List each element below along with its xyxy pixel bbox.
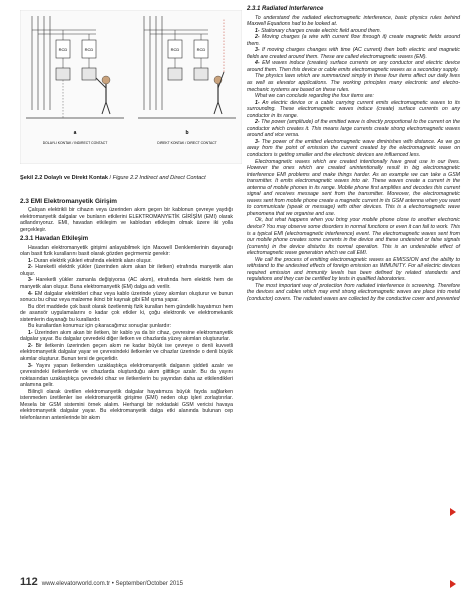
rule-item xyxy=(20,291,233,304)
contact-diagram-svg xyxy=(20,10,242,164)
paragraph-maxwell: Havadan elektromanyetik girişimi anlayabilmek için Maxwell Denklemlerinin dayanağı olan basit fizik kurallarını basit olarak gözden geçirmemiz gerekir: xyxy=(20,244,233,258)
subsection-heading-radiated: 2.3.1 Radiated Interference xyxy=(247,6,324,12)
right-column-english xyxy=(247,6,460,303)
rule-item xyxy=(247,47,460,60)
item-text: Moving charges (a wire with current flow through it) create magnetic fields around them. xyxy=(247,34,460,47)
rcd-label: RCD xyxy=(58,47,68,52)
result-item xyxy=(20,363,233,389)
page-number: 112 xyxy=(20,576,38,588)
item-number: 4- xyxy=(255,60,260,67)
next-page-arrow-icon xyxy=(450,580,456,588)
item-number: 2- xyxy=(28,264,33,271)
caption-english: Figure 2.2 Indirect and Direct Contact xyxy=(112,175,206,181)
caption-separator: / xyxy=(107,175,113,181)
item-number: 4- xyxy=(28,290,33,297)
panel-label-a: DOLAYLI KONTAK / INDIRECT CONTACT xyxy=(42,141,108,145)
figure-contact-diagram xyxy=(20,10,242,164)
paragraph-en-intro: To understand the radiated electromagnetic interference, basic physics rules behind Maxwell Equations had to be looked at. xyxy=(247,14,460,28)
item-text: Hareketli elektrik yükler (üzerinden akım akan bir iletken) etrafında manyetik alan oluşur. xyxy=(20,264,233,277)
item-text: If moving charges changes with time (AC current) then both electric and magnetic fields are created around them. These are called electromagnetic waves (EM). xyxy=(247,47,460,60)
item-number: 3- xyxy=(28,277,33,284)
result-item xyxy=(247,119,460,139)
rule-item xyxy=(20,264,233,277)
item-text: The power (amplitude) of the emitted wave is directly proportional to the current on the conductor which creates it. This means large currents create strong electromagnetic waves around and vice versa. xyxy=(247,119,460,139)
paragraph-en-screening: The most important way of protection from radiated interference is screening. Therefore the devices and cables which may emit strong electromagnetic waves are place into metal (conductor) covers. The radiated waves are collected by the conductive cover and prevented xyxy=(247,282,460,303)
result-item xyxy=(247,100,460,120)
paragraph-intro: Çalışan elektrikli bir cihazın veya üzerinden akım geçen bir kablonun çevreye yaydığı elektromanyetik dalgalar ve bunların etkilerini ELEKTROMANYETİK GİRİŞİM (EMI) olarak adlandırıyoruz. EMI, havadan etkileşim ve kablodan etkileşim olmak üzere iki yolla gerçekleşir. xyxy=(20,207,233,233)
figure-caption xyxy=(20,175,242,182)
rcd-label: RCD xyxy=(170,47,180,52)
item-number: 3- xyxy=(255,47,260,54)
result-item xyxy=(247,139,460,159)
panel-letter-b: b xyxy=(185,130,189,136)
paragraph-conclusion: Bu kurallardan konumuz için çıkaracağımız sonuçlar şunlardır: xyxy=(28,323,172,330)
continue-arrow-icon xyxy=(450,508,456,516)
item-number: 3- xyxy=(255,138,260,145)
item-text: Bir iletkenin üzerinden geçen akım ne kadar büyük ise çevreye o denli kuvvetli elektromanyetik dalgalar yayar ve çevresindeki iletkenler ve cihazlar üzerinde o denli büyük akımlar oluşturur. Bunun tersi de geçerlidir. xyxy=(20,342,233,362)
panel-label-b: DIREKT KONTAK / DIRECT CONTACT xyxy=(157,141,217,145)
caption-turkish: Şekil 2.2 Dolaylı ve Direkt Kontak xyxy=(20,175,108,181)
item-text: Hareketli yükler zamanla değişiyorsa (AC akım), etrafında hem elektrik hem de manyetik alan oluşur. Buna elektromanyetik (EM) dalga adı verilir. xyxy=(20,277,233,290)
subsection-heading-havadan: 2.3.1 Havadan Etkileşim xyxy=(20,236,89,243)
section-heading-emi: 2.3 EMI Elektromanyetik Girişim xyxy=(20,198,117,205)
left-column-turkish xyxy=(20,198,233,421)
footer-website: www.elevatorworld.com.tr • September/October 2015 xyxy=(41,581,183,587)
item-text: Yayını yapan iletkenden uzaklaştıkça elektromanyetik dalganın şiddeti azalır ve çevresindeki iletkenlerde ve cihazlarda oluşturduğu akım giittikçe azalır. Bu da yayını noktasından uzaklaştıkça çevredeki cihaz ve iletkenlerin bu yayından daha az etkilendikleri anlamına gelir. xyxy=(20,362,233,389)
item-number: 1- xyxy=(28,257,33,264)
paragraph-en-summary: The physics laws which are summarized simply in these four items affect our daily lives as well as elevator applications. The working principles many electronic and electro-mechanic systems are based on these rules. xyxy=(247,73,460,93)
item-number: 1- xyxy=(255,27,260,34)
result-item xyxy=(20,330,233,343)
rule-item xyxy=(247,60,460,73)
item-text: EM waves induce (creates) surface currents on any conductor and electric device around them. Then this device or cable emits electromagnetic waves as a secondary supply. xyxy=(247,60,460,73)
item-text: The power of the emitted electromagnetic wave diminishes with distance. As we go away from the point of emission the current created by the electromagnetic wave on conductors is getting smaller and the electronic devices are influenced less. xyxy=(247,138,460,158)
page-footer xyxy=(20,576,183,588)
paragraph-en-gsm: Electromagnetic waves which are created intentionally have great use in our lives. However the ones which are created unintentionally result in big electromagnetic interference EMI problems and make things harder. As an example we can take a GSM transmitter. It emits electromagnetic waves into air. These waves create a current in the antenna of mobile phones in its range. Mobile phone first amplifies and decodes this current signal and receives message sent from the transmitter. Moreover, the electromagnetic waves sent from mobile phone create a magnetic current in its GSM antenna when you want to communicate (speak or message) with other devices. This is a electromagnetic wave phenomena that we organise and use. xyxy=(247,158,460,217)
paragraph-en-phone: Ok, but what happens when you bring your mobile phone close to another electronic device? You may observe some disorders in normal functions or even it can fail to work. This is a typical EMI (electromagnetic interference) event. The electromagnetic waves sent from our mobile phone creates some currents in the device and these undesired or false signals (currents) in the device disturbs its normal operation. This is an undesirable effect of electromagnetic wave generation which we call EMI. xyxy=(247,217,460,257)
item-text: An electric device or a cable carrying current emits electromagnetic waves to its surrounding. These electromagnetic waves induce (create) surface currents on any conductor in its range. xyxy=(247,99,460,119)
item-text: EM dalgalar elektrikleri cihaz veya kablo üzerinde yüzey akımları oluşturur ve bunun sonucu bu cihaz veya malzeme ikinci bir kaynak gibi EM ışıma yapar. xyxy=(20,290,233,304)
paragraph-gsm: Bilinçli olarak üretilen elektromanyetik dalgalar hayatımıza büyük fayda sağlarken istenmeden üretilenler ise elektromanyetik girişime (EMI) neden olup işleri zorlaştırırlar. Mesela bir GSM sistemini örnek alalım. Herhangi bir noktadaki GSM vericisi havaya elektromanyetik dalgalar yayar. Bu elektromanyetik dalga etki alanında bulunan cep telefonlarının antenlerinde bir akım xyxy=(20,388,233,421)
rule-item xyxy=(20,277,233,290)
item-number: 2- xyxy=(255,119,260,126)
paragraph-en-conclusion: What we can conclude regarding the four items are: xyxy=(255,93,374,100)
item-number: 3- xyxy=(28,362,33,369)
item-number: 2- xyxy=(255,34,260,41)
item-number: 1- xyxy=(28,329,33,336)
item-number: 1- xyxy=(255,99,260,106)
result-item xyxy=(20,343,233,363)
paragraph-en-emission: We call the process of emitting electromagnetic waves as EMISSION and the ability to withstand to the undesired effects of foreign emission as IMMUNITY. For all electric devices required emission and immunity levels has been defined by related standards and regulations and they can be certified by tests in qualified laboratories. xyxy=(247,256,460,283)
paragraph-summary: Bu dört maddede çok basit olarak özetlenmiş fizik kuralları hem gündelik hayatımızı hem de asansör uygulamalarını o kadar çok etkiler ki, çoğu elektronik ve elektromekanik sistemlerin dayanağı bu kurallardır. xyxy=(20,303,233,323)
rcd-label: RCD xyxy=(196,47,206,52)
rule-item xyxy=(247,34,460,47)
item-text: Stationary charges create electric field around them. xyxy=(259,27,382,34)
item-text: Duran elektrik yükleri etrafında elektrik alanı oluşur. xyxy=(32,257,152,264)
item-text: Üzerinden akım akan bir iletken, bir kablo ya da bir cihaz, çevresine elektromanyetik dalgalar yayar. Bu dalgalar çevredeki diğer iletken ve cihazlarda yüzey akımları oluştururlar. xyxy=(20,329,233,343)
panel-letter-a: a xyxy=(73,130,77,136)
item-number: 2- xyxy=(28,342,33,349)
rcd-label: RCD xyxy=(84,47,94,52)
